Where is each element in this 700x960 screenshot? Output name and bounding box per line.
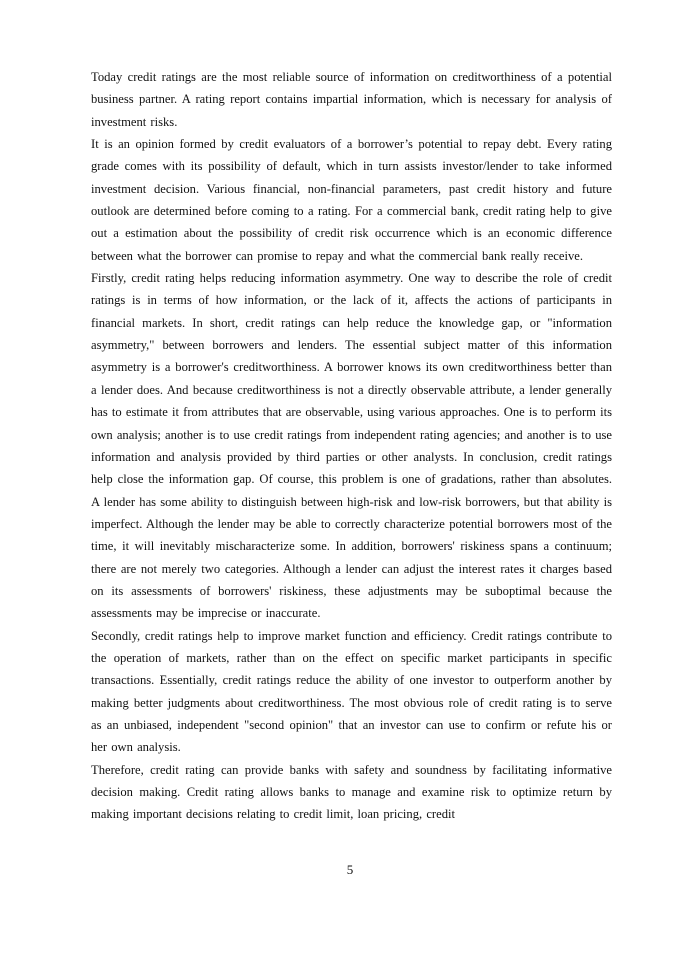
page-number: 5 xyxy=(346,862,354,877)
paragraph-secondly: Secondly, credit ratings help to improve market function and efficiency. Credit ratings contribute to the operation of markets, rather than on the effect on specific market participants in specific transactions. Essentially, credit ratings reduce the ability of one investor to outperform another by making better judgments about creditworthiness. The most obvious role of credit rating is to serve as an unbiased, independent "second opinion" that an investor can use to confirm or refute his or her own analysis. xyxy=(91,628,612,755)
body-text xyxy=(91,66,612,826)
paragraph-definition: It is an opinion formed by credit evaluators of a borrower’s potential to repay debt. Every rating grade comes with its possibility of default, which in turn assists investor/lender to take informed investment decision. Various financial, non-financial parameters, past credit history and future outlook are determined before coming to a rating. For a commercial bank, credit rating help to give out a estimation about the possibility of credit risk occurrence which is an economic difference between what the borrower can promise to repay and what the commercial bank really receive. xyxy=(91,137,612,263)
paragraph-therefore: Therefore, credit rating can provide banks with safety and soundness by facilitating informative decision making. Credit rating allows banks to manage and examine risk to optimize return by making important decisions relating to credit limit, loan pricing, credit xyxy=(91,762,612,822)
paragraph-firstly: Firstly, credit rating helps reducing information asymmetry. One way to describe the role of credit ratings is in terms of how information, or the lack of it, affects the actions of participants in financial markets. In short, credit ratings can help reduce the knowledge gap, or "information asymmetry," between borrowers and lenders. The essential subject matter of this information asymmetry is a borrower's creditworthiness. A borrower knows its own creditworthiness better than a lender does. And because creditworthiness is not a directly observable attribute, a lender generally has to estimate it from attributes that are observable, using various approaches. One is to perform its own analysis; another is to use credit ratings from independent rating agencies; and another is to use information and analysis provided by third parties or other analysts. In conclusion, credit ratings help close the information gap. Of course, this problem is one of gradations, rather than absolutes. A lender has some ability to distinguish between high-risk and low-risk borrowers, but that ability is imperfect. Although the lender may be able to correctly characterize potential borrowers most of the time, it will inevitably mischaracterize some. In addition, borrowers' riskiness spans a continuum; there are not merely two categories. Although a lender can adjust the interest rates it charges based on its assessments of borrowers' riskiness, these adjustments may be suboptimal because the assessments may be imprecise or inaccurate. xyxy=(91,271,613,621)
paragraph-intro: Today credit ratings are the most reliable source of information on creditworthiness of a potential business partner. A rating report contains impartial information, which is necessary for analysis of investment risks. xyxy=(91,70,612,129)
